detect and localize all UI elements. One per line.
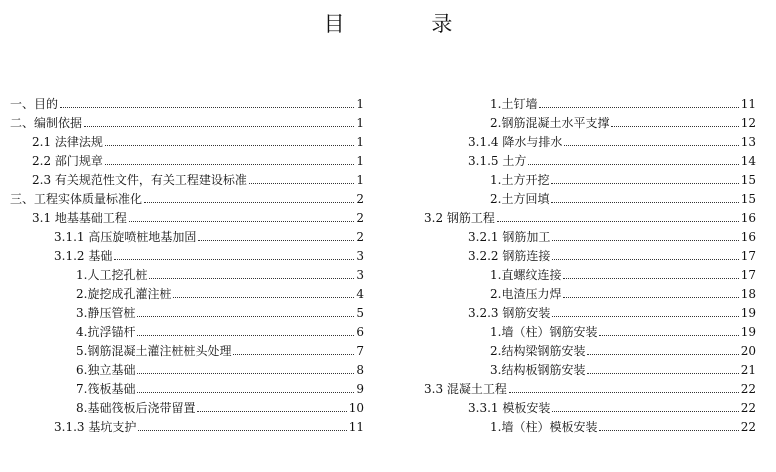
toc-leader-dots [105,145,354,146]
toc-entry-page: 22 [740,382,756,396]
toc-leader-dots [528,164,738,165]
toc-entry-label: 5.钢筋混凝土灌注桩桩头处理 [76,344,232,358]
toc-entry-page: 21 [740,363,756,377]
toc-entry-label: 2.2 部门规章 [32,154,103,168]
toc-leader-dots [509,392,739,393]
toc-entry-label: 1.直螺纹连接 [490,268,562,282]
toc-entry[interactable] [10,358,364,377]
toc-entry-page: 15 [740,192,756,206]
toc-entry-page: 14 [740,154,756,168]
toc-entry-page: 3 [356,268,364,282]
toc-entry[interactable] [424,339,756,358]
toc-entry-label: 7.筏板基础 [76,382,136,396]
toc-entry[interactable] [424,225,756,244]
toc-leader-dots [198,240,354,241]
toc-entry-page: 3 [356,249,364,263]
toc-entry[interactable] [424,415,756,434]
toc-entry-label: 3.1.2 基础 [54,249,113,263]
toc-entry[interactable] [10,225,364,244]
toc-entry-page: 2 [356,211,364,225]
toc-entry[interactable] [10,301,364,320]
toc-entry[interactable] [10,263,364,282]
toc-leader-dots [552,259,738,260]
toc-entry[interactable] [424,396,756,415]
toc-left-column [10,92,364,434]
toc-entry[interactable] [10,244,364,263]
toc-leader-dots [197,411,346,412]
toc-entry-page: 7 [356,344,364,358]
toc-entry-page: 16 [740,211,756,225]
toc-entry[interactable] [424,187,756,206]
page-title: 目 录 [323,12,493,36]
toc-entry[interactable] [424,377,756,396]
toc-leader-dots [60,107,354,108]
toc-leader-dots [551,202,738,203]
toc-entry-page: 19 [740,306,756,320]
toc-entry-page: 5 [356,306,364,320]
toc-leader-dots [497,221,739,222]
toc-entry[interactable] [424,149,756,168]
toc-entry-label: 3.结构板钢筋安装 [490,363,586,377]
toc-entry-page: 6 [356,325,364,339]
toc-entry[interactable] [10,282,364,301]
toc-leader-dots [105,164,354,165]
toc-entry-page: 19 [740,325,756,339]
toc-leader-dots [599,335,738,336]
toc-leader-dots [611,126,738,127]
toc-entry-label: 3.1.4 降水与排水 [468,135,563,149]
toc-entry-label: 3.3.1 模板安装 [468,401,551,415]
toc-leader-dots [551,183,738,184]
toc-entry-page: 11 [740,97,756,111]
toc-entry[interactable] [10,396,364,415]
toc-leader-dots [563,297,738,298]
toc-entry-label: 1.墙（柱）模板安装 [490,420,598,434]
toc-entry-page: 1 [356,135,364,149]
toc-entry[interactable] [424,111,756,130]
toc-entry[interactable] [10,377,364,396]
toc-entry-page: 12 [740,116,756,130]
toc-leader-dots [249,183,354,184]
toc-entry-page: 2 [356,230,364,244]
toc-entry[interactable] [424,263,756,282]
toc-leader-dots [137,335,354,336]
toc-entry-label: 2.土方回填 [490,192,550,206]
toc-entry-label: 3.1.5 土方 [468,154,527,168]
toc-leader-dots [84,126,354,127]
toc-entry[interactable] [10,320,364,339]
toc-entry[interactable] [424,168,756,187]
toc-entry[interactable] [424,301,756,320]
toc-leader-dots [587,354,738,355]
toc-entry-page: 11 [348,420,364,434]
toc-entry[interactable] [424,92,756,111]
toc-entry[interactable] [424,282,756,301]
toc-leader-dots [149,278,354,279]
toc-entry-label: 3.2.2 钢筋连接 [468,249,551,263]
toc-leader-dots [129,221,354,222]
toc-entry-page: 13 [740,135,756,149]
toc-entry-label: 3.1 地基基础工程 [32,211,127,225]
toc-entry-label: 4.抗浮锚杆 [76,325,136,339]
toc-entry-label: 2.3 有关规范性文件，有关工程建设标准 [32,173,247,187]
toc-entry-label: 3.3 混凝土工程 [424,382,507,396]
toc-leader-dots [539,107,738,108]
toc-entry[interactable] [424,206,756,225]
toc-entry-page: 17 [740,268,756,282]
toc-entry[interactable] [424,358,756,377]
toc-entry-page: 10 [348,401,364,415]
toc-leader-dots [552,316,738,317]
toc-entry-label: 一、目的 [10,97,59,111]
toc-entry-label: 二、编制依据 [10,116,83,130]
toc-entry-page: 1 [356,173,364,187]
toc-entry-label: 1.墙（柱）钢筋安装 [490,325,598,339]
toc-entry-label: 3.2.3 钢筋安装 [468,306,551,320]
toc-entry-label: 1.人工挖孔桩 [76,268,148,282]
toc-entry-page: 1 [356,116,364,130]
toc-entry-label: 2.电渣压力焊 [490,287,562,301]
toc-entry-page: 1 [356,97,364,111]
toc-entry-page: 2 [356,192,364,206]
toc-leader-dots [173,297,354,298]
toc-leader-dots [563,278,738,279]
toc-entry[interactable] [424,320,756,339]
toc-entry-label: 2.钢筋混凝土水平支撑 [490,116,610,130]
toc-entry-label: 1.土方开挖 [490,173,550,187]
toc-entry-page: 17 [740,249,756,263]
toc-entry-page: 18 [740,287,756,301]
toc-entry-page: 9 [356,382,364,396]
toc-leader-dots [552,411,738,412]
toc-entry-page: 16 [740,230,756,244]
toc-leader-dots [138,430,346,431]
toc-right-column [424,92,756,434]
toc-leader-dots [137,392,354,393]
toc-entry-label: 3.1.1 高压旋喷桩地基加固 [54,230,197,244]
toc-entry-page: 1 [356,154,364,168]
toc-entry[interactable] [424,130,756,149]
toc-leader-dots [564,145,738,146]
toc-leader-dots [233,354,354,355]
toc-entry-label: 三、工程实体质量标准化 [10,192,143,206]
toc-entry-page: 22 [740,401,756,415]
toc-entry-page: 22 [740,420,756,434]
toc-leader-dots [552,240,738,241]
toc-entry[interactable] [10,130,364,149]
toc-entry-label: 1.土钉墙 [490,97,538,111]
toc-entry[interactable] [10,415,364,434]
toc-entry[interactable] [10,92,364,111]
toc-leader-dots [137,373,354,374]
toc-leader-dots [599,430,738,431]
toc-entry[interactable] [10,187,364,206]
toc-leader-dots [587,373,738,374]
toc-entry[interactable] [10,111,364,130]
toc-entry-label: 2.1 法律法规 [32,135,103,149]
toc-entry[interactable] [10,168,364,187]
toc-entry-label: 8.基础筏板后浇带留置 [76,401,196,415]
toc-entry-label: 2.结构梁钢筋安装 [490,344,586,358]
toc-leader-dots [144,202,354,203]
toc-entry-label: 2.旋挖成孔灌注桩 [76,287,172,301]
toc-entry-label: 3.2.1 钢筋加工 [468,230,551,244]
toc-entry-label: 3.静压管桩 [76,306,136,320]
toc-leader-dots [114,259,354,260]
toc-entry-label: 3.2 钢筋工程 [424,211,495,225]
toc-entry[interactable] [10,206,364,225]
toc-entry[interactable] [424,244,756,263]
toc-entry-page: 8 [356,363,364,377]
toc-entry-label: 6.独立基础 [76,363,136,377]
toc-entry[interactable] [10,339,364,358]
toc-entry-page: 15 [740,173,756,187]
toc-leader-dots [137,316,354,317]
toc-entry-page: 20 [740,344,756,358]
toc-entry[interactable] [10,149,364,168]
toc-entry-label: 3.1.3 基坑支护 [54,420,137,434]
toc-entry-page: 4 [356,287,364,301]
